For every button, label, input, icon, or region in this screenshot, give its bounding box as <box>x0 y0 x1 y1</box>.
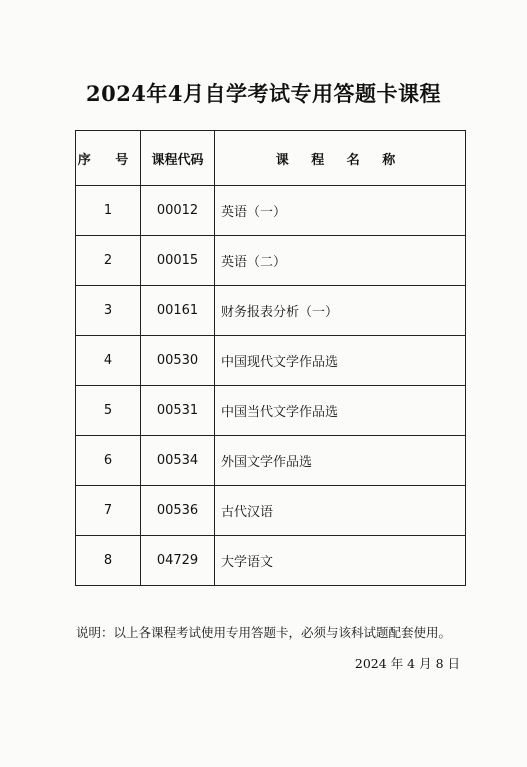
table-row <box>76 286 466 336</box>
issue-date: 2024 年 4 月 8 日 <box>354 656 460 671</box>
row-name: 中国现代文学作品选 <box>215 336 466 386</box>
row-seq: 3 <box>76 286 141 336</box>
table-header-row <box>76 131 466 186</box>
header-seq: 序 号 <box>76 131 141 186</box>
row-name: 英语（二） <box>215 236 466 286</box>
row-name: 中国当代文学作品选 <box>215 386 466 436</box>
header-code: 课程代码 <box>141 131 215 186</box>
table-row <box>76 336 466 386</box>
explanation-note: 说明：以上各课程考试使用专用答题卡，必须与该科试题配套使用。 <box>76 625 452 640</box>
table-row <box>76 386 466 436</box>
row-seq: 5 <box>76 386 141 436</box>
row-code: 00534 <box>141 436 215 486</box>
row-seq: 4 <box>76 336 141 386</box>
row-code: 04729 <box>141 536 215 586</box>
row-code: 00015 <box>141 236 215 286</box>
course-table <box>75 130 466 586</box>
row-code: 00161 <box>141 286 215 336</box>
row-code: 00531 <box>141 386 215 436</box>
header-name: 课 程 名 称 <box>215 131 466 186</box>
table-row <box>76 186 466 236</box>
row-name: 财务报表分析（一） <box>215 286 466 336</box>
row-name: 古代汉语 <box>215 486 466 536</box>
table-row <box>76 236 466 286</box>
row-code: 00530 <box>141 336 215 386</box>
document-title: 2024年4月自学考试专用答题卡课程 <box>85 81 442 106</box>
row-seq: 6 <box>76 436 141 486</box>
row-seq: 8 <box>76 536 141 586</box>
table-row <box>76 536 466 586</box>
row-seq: 7 <box>76 486 141 536</box>
row-name: 英语（一） <box>215 186 466 236</box>
table-row <box>76 486 466 536</box>
row-code: 00012 <box>141 186 215 236</box>
row-seq: 2 <box>76 236 141 286</box>
row-name: 外国文学作品选 <box>215 436 466 486</box>
row-seq: 1 <box>76 186 141 236</box>
row-code: 00536 <box>141 486 215 536</box>
row-name: 大学语文 <box>215 536 466 586</box>
table-row <box>76 436 466 486</box>
